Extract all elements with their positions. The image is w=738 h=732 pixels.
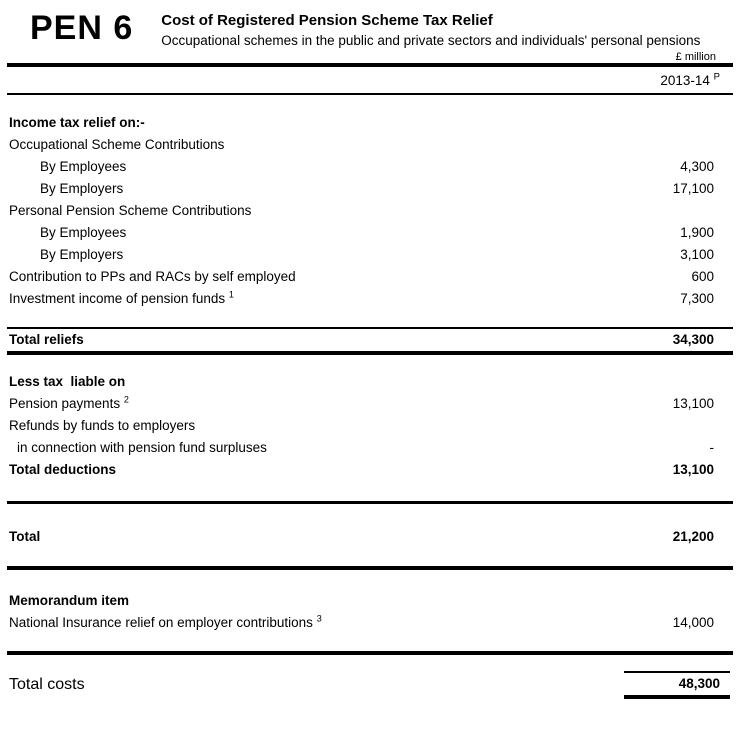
section-rule [7,651,733,655]
table-row [0,134,738,156]
footnote-marker: 1 [228,289,234,300]
total-costs-double-rule [624,695,730,699]
section-heading-label: Less tax liable on [9,374,126,389]
provisional-flag: P [713,71,720,83]
row-label [9,288,234,310]
row-label: Total deductions [9,462,116,477]
table-row [0,156,738,178]
unit-label: £ million [675,51,716,63]
row-value: 600 [691,269,714,284]
row-value: 7,300 [680,291,714,306]
section-heading-label: Memorandum item [9,593,130,608]
total-costs-value-box [624,671,730,699]
footnote-marker: 2 [123,394,129,405]
header-rule [7,93,733,95]
total-reliefs-row [0,329,738,351]
table-row [0,266,738,288]
section-heading-memorandum [0,590,738,612]
row-value: 13,100 [672,462,714,477]
row-label: Total costs [9,676,85,693]
title-block [161,8,700,49]
page-header [0,0,738,49]
row-value: 21,200 [672,529,714,544]
row-label: By Employers [40,181,124,196]
table-row [0,200,738,222]
row-value: 3,100 [680,247,714,262]
table-row [0,415,738,437]
page-title: Cost of Registered Pension Scheme Tax Relief [161,12,493,29]
period-text: 2013-14 [660,73,710,88]
row-label: Contribution to PPs and RACs by self employed [9,269,296,284]
grand-total-row [0,526,738,548]
table-code: PEN 6 [30,9,134,47]
row-label [9,393,129,415]
row-value: 14,000 [672,615,714,630]
table-row [0,222,738,244]
table-row [0,437,738,459]
row-value: 1,900 [680,225,714,240]
row-label-text: Pension payments [9,396,121,411]
page-subtitle: Occupational schemes in the public and private sectors and individuals' personal pensions [161,33,701,48]
table-row [0,288,738,310]
row-label: Total reliefs [9,332,84,347]
row-label: By Employees [40,159,127,174]
row-label: Occupational Scheme Contributions [9,137,225,152]
total-deductions-row [0,459,738,481]
row-value: 34,300 [672,332,714,347]
section-rule [7,566,733,570]
top-rule [7,63,733,67]
section-heading-label: Income tax relief on:- [9,115,145,130]
total-costs-row [0,671,738,699]
row-value: 17,100 [672,181,714,196]
table-row [0,178,738,200]
row-label: By Employees [40,225,127,240]
table-row [0,612,738,634]
footnote-marker: 3 [316,613,322,624]
row-label: in connection with pension fund surpluses [17,440,267,455]
row-value: 4,300 [680,159,714,174]
row-label-text: National Insurance relief on employer contributions [9,615,313,630]
row-label: Total [9,529,41,544]
row-value: 48,300 [624,671,730,695]
row-label: Personal Pension Scheme Contributions [9,203,252,218]
row-value: 13,100 [672,396,714,411]
row-label: Refunds by funds to employers [9,418,196,433]
row-value: - [709,440,714,455]
column-header-period [0,69,738,93]
row-label [9,612,322,634]
row-label-text: Investment income of pension funds [9,291,226,306]
section-heading-income [0,112,738,134]
total-reliefs-double-rule [7,351,733,355]
row-label: By Employers [40,247,124,262]
section-heading-deductions [0,371,738,393]
section-rule [7,501,733,504]
table-row [0,244,738,266]
table-row [0,393,738,415]
